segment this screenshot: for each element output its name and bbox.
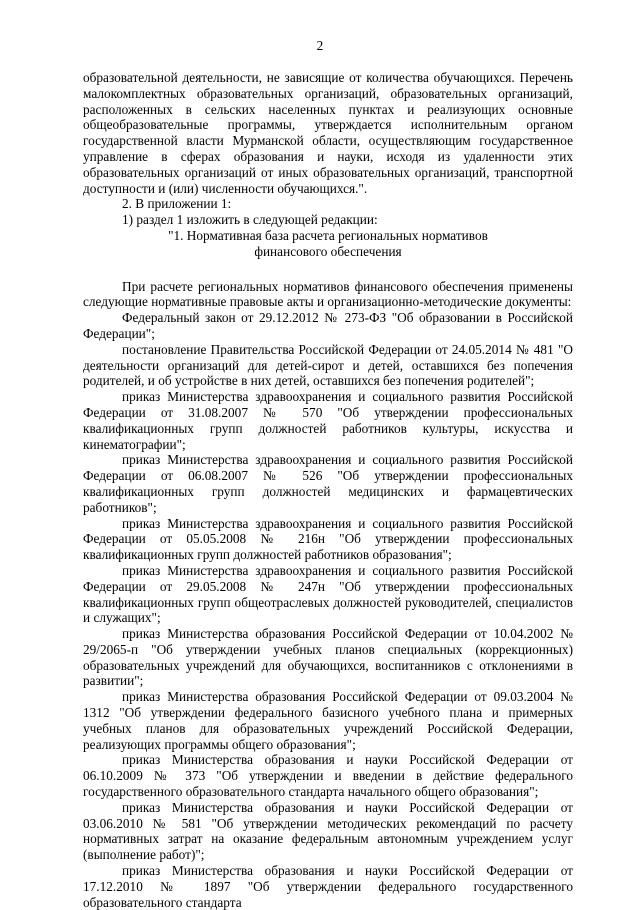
page-number: 2 xyxy=(316,38,324,53)
list-item: приказ Министерства здравоохранения и социального развития Российской Федерации от 31.08.2007 № 570 "Об утверждении профессиональных квалификационных групп должностей работников культуры, искусства и кинематографии"; xyxy=(83,389,573,452)
paragraph-section-intro: 1) раздел 1 изложить в следующей редакции: xyxy=(122,212,378,228)
list-item: приказ Министерства здравоохранения и социального развития Российской Федерации от 05.05.2008 № 216н "Об утверждении профессиональных квалификационных групп должностей работников образования"; xyxy=(83,515,573,563)
section-heading-line1: "1. Нормативная база расчета региональных нормативов xyxy=(168,227,488,243)
section-heading-line2: финансового обеспечения xyxy=(254,243,402,259)
spacer xyxy=(83,260,573,279)
document-body xyxy=(83,70,573,910)
paragraph-appendix-intro: 2. В приложении 1: xyxy=(122,196,232,212)
list-item: Федеральный закон от 29.12.2012 № 273-ФЗ "Об образовании в Российской Федерации"; xyxy=(83,310,573,341)
list-item: приказ Министерства образования и науки Российской Федерации от 03.06.2010 № 581 "Об утверждении методических рекомендаций по расчету нормативных затрат на оказание федеральным автономным учреждением услуг (выполнение работ)"; xyxy=(83,799,573,863)
list-item: приказ Министерства образования и науки Российской Федерации от 06.10.2009 № 373 "Об утверждении и введении в действие федерального государственного образовательного стандарта начального общего образования"; xyxy=(83,752,573,800)
list-item: приказ Министерства образования и науки Российской Федерации от 17.12.2010 № 1897 "Об утверждении федерального государственного образовательного стандарта xyxy=(83,863,573,910)
list-item: приказ Министерства образования Российской Федерации от 10.04.2002 № 29/2065-п "Об утверждении учебных планов специальных (коррекционных) образовательных учреждений для обучающихся, воспитанников с отклонениями в развитии"; xyxy=(83,626,573,689)
list-item: постановление Правительства Российской Федерации от 24.05.2014 № 481 "О деятельности организаций для детей-сирот и детей, оставшихся без попечения родителей, и об устройстве в них детей, оставшихся без попечения родителей"; xyxy=(83,341,573,389)
list-item: приказ Министерства здравоохранения и социального развития Российской Федерации от 29.05.2008 № 247н "Об утверждении профессиональных квалификационных групп общеотраслевых должностей руководителей, специалистов и служащих"; xyxy=(83,562,573,626)
paragraph-continuation: образовательной деятельности, не зависящие от количества обучающихся. Перечень малокомплектных образовательных организаций, образовательных организаций, расположенных в сельских населенных пунктах и реализующих основные общеобразовательные программы, утверждается исполнительным органом государственной власти Мурманской области, осуществляющим государственное управление в сферах образования и науки, исходя из удаленности этих образовательных организаций от иных образовательных организаций, транспортной доступности и (или) численности обучающихся.". xyxy=(83,70,573,196)
paragraph-intro: При расчете региональных нормативов финансового обеспечения применены следующие нормативные правовые акты и организационно-методические документы: xyxy=(83,278,573,310)
list-item: приказ Министерства здравоохранения и социального развития Российской Федерации от 06.08.2007 № 526 "Об утверждении профессиональных квалификационных групп должностей медицинских и фармацевтических работников"; xyxy=(83,452,573,515)
list-item: приказ Министерства образования Российской Федерации от 09.03.2004 № 1312 "Об утверждении федерального базисного учебного плана и примерных учебных планов для образовательных учреждений Российской Федерации, реализующих программы общего образования"; xyxy=(83,689,573,752)
